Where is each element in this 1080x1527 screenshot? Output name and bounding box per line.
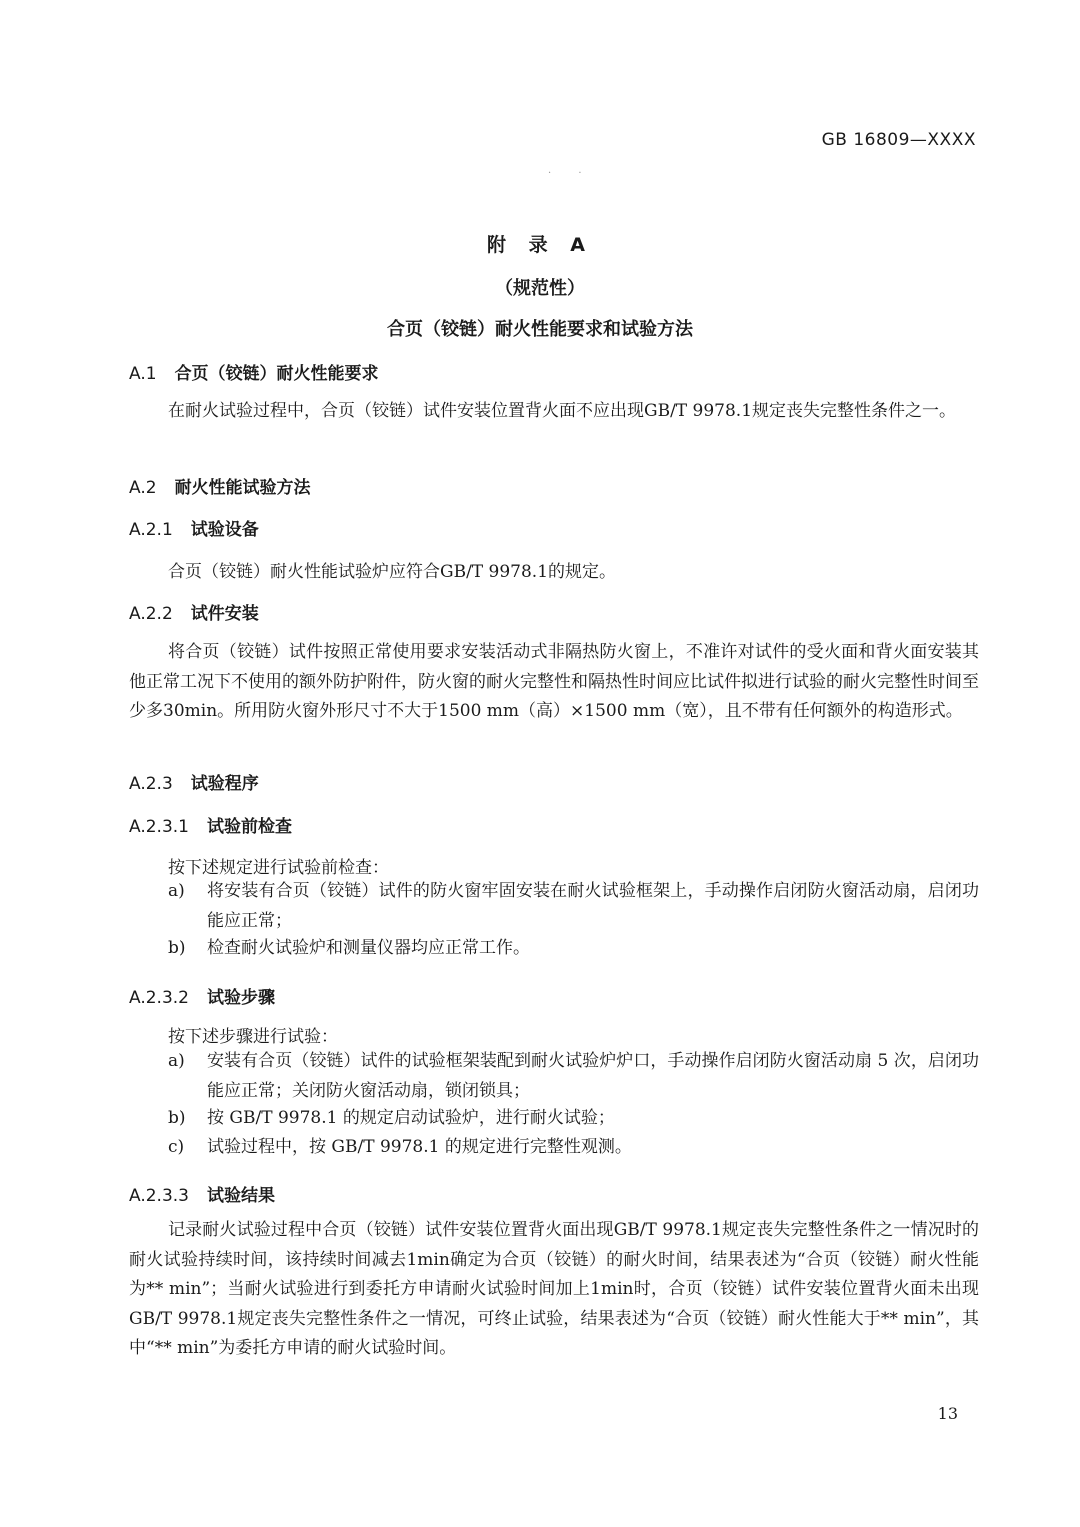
appendix-title: 附 录 A bbox=[487, 234, 593, 256]
section-number: A.2.3 bbox=[129, 774, 173, 794]
section-title: 试验结果 bbox=[207, 1186, 275, 1206]
section-a231-intro: 按下述规定进行试验前检查： bbox=[168, 858, 389, 878]
page-number: 13 bbox=[937, 1404, 958, 1423]
section-title: 试验前检查 bbox=[207, 817, 292, 837]
list-item-text: 试验过程中，按 GB/T 9978.1 的规定进行完整性观测。 bbox=[207, 1137, 632, 1157]
section-title: 耐火性能试验方法 bbox=[174, 478, 311, 498]
standard-code: GB 16809—XXXX bbox=[821, 130, 976, 150]
list-item-text: 安装有合页（铰链）试件的试验框架装配到耐火试验炉炉口，手动操作启闭防火窗活动扇 5 次，启闭功能应正常；关闭防火窗活动扇，锁闭锁具； bbox=[207, 1051, 979, 1101]
section-heading-a233 bbox=[129, 1181, 275, 1206]
list-item-mark: a) bbox=[168, 881, 185, 901]
section-heading-a21 bbox=[129, 515, 259, 540]
section-heading-a23 bbox=[129, 769, 259, 794]
section-number: A.2.3.2 bbox=[129, 988, 189, 1008]
section-title: 合页（铰链）耐火性能要求 bbox=[174, 364, 379, 384]
list-item-text: 将安装有合页（铰链）试件的防火窗牢固安装在耐火试验框架上，手动操作启闭防火窗活动扇，启闭功能应正常； bbox=[207, 881, 979, 931]
section-title: 试验程序 bbox=[190, 774, 259, 794]
list-item-mark: b) bbox=[168, 1108, 186, 1128]
section-number: A.2.1 bbox=[129, 520, 173, 540]
section-a22-text: 将合页（铰链）试件按照正常使用要求安装活动式非隔热防火窗上，不准许对试件的受火面和背火面安装其他正常工况下不使用的额外防护附件，防火窗的耐火完整性和隔热性时间应比试件拟进行试验的耐火完整性时间至少多30min。所用防火窗外形尺寸不大于1500 mm（高）×1500 mm（宽），且不带有任何额外的构造形式。 bbox=[129, 642, 979, 721]
section-heading-a231 bbox=[129, 812, 292, 837]
section-a21-text: 合页（铰链）耐火性能试验炉应符合GB/T 9978.1的规定。 bbox=[168, 562, 617, 582]
section-heading-a1 bbox=[129, 359, 379, 384]
list-item-text: 检查耐火试验炉和测量仪器均应正常工作。 bbox=[207, 938, 530, 958]
section-heading-a22 bbox=[129, 599, 259, 624]
list-item-mark: a) bbox=[168, 1051, 185, 1071]
section-title: 试验设备 bbox=[190, 520, 259, 540]
section-title: 试验步骤 bbox=[207, 988, 275, 1008]
list-item-mark: c) bbox=[168, 1137, 185, 1157]
section-a232-intro: 按下述步骤进行试验： bbox=[168, 1027, 338, 1047]
section-number: A.1 bbox=[129, 364, 157, 384]
appendix-name: 合页（铰链）耐火性能要求和试验方法 bbox=[387, 319, 693, 340]
section-heading-a2 bbox=[129, 473, 311, 498]
appendix-subtitle: （规范性） bbox=[495, 278, 585, 299]
section-number: A.2 bbox=[129, 478, 157, 498]
list-item-mark: b) bbox=[168, 938, 186, 958]
section-number: A.2.2 bbox=[129, 604, 173, 624]
list-item-text: 按 GB/T 9978.1 的规定启动试验炉，进行耐火试验； bbox=[207, 1108, 615, 1128]
section-title: 试件安装 bbox=[190, 604, 259, 624]
section-a1-text: 在耐火试验过程中，合页（铰链）试件安装位置背火面不应出现GB/T 9978.1规定丧失完整性条件之一。 bbox=[168, 401, 957, 421]
section-number: A.2.3.1 bbox=[129, 817, 189, 837]
section-a233-text: 记录耐火试验过程中合页（铰链）试件安装位置背火面出现GB/T 9978.1规定丧失完整性条件之一情况时的耐火试验持续时间，该持续时间减去1min确定为合页（铰链）的耐火时间，结果表述为“合页（铰链）耐火性能为** min”；当耐火试验进行到委托方申请耐火试验时间加上1min时，合页（铰链）试件安装位置背火面未出现GB/T 9978.1规定丧失完整性条件之一情况，可终止试验，结果表述为“合页（铰链）耐火性能大于** min”，其中“** min”为委托方申请的耐火试验时间。 bbox=[129, 1220, 979, 1358]
section-heading-a232 bbox=[129, 983, 275, 1008]
section-number: A.2.3.3 bbox=[129, 1186, 189, 1206]
header-dots: · · bbox=[548, 168, 594, 179]
